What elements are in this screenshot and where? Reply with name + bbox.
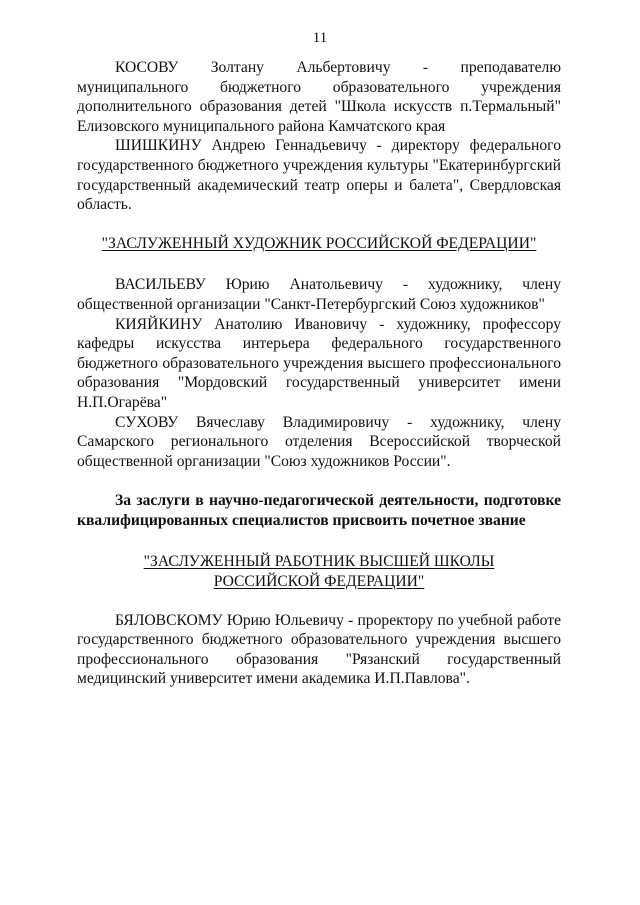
award-recipient-paragraph: КИЯЙКИНУ Анатолию Ивановичу - художнику, профессору кафедры искусства интерьера федерального государственного бюджетного образовательного учреждения высшего профессионального образования "Мордовский государственный университет имени Н.П.Огарёва": [77, 315, 561, 411]
decree-text: За заслуги в научно-педагогической деятельности, подготовке квалифицированных специалистов присвоить почетное звание: [77, 492, 561, 529]
award-recipient-paragraph: БЯЛОВСКОМУ Юрию Юльевичу - проректору по учебной работе государственного бюджетного образовательного учреждения высшего профессионального образования "Рязанский государственный медицинский университет имени академика И.П.Павлова".: [77, 611, 561, 688]
award-title-artist: "ЗАСЛУЖЕННЫЙ ХУДОЖНИК РОССИЙСКОЙ ФЕДЕРАЦИИ": [101, 234, 537, 252]
page-number: 11: [312, 30, 328, 46]
award-title-line: РОССИЙСКОЙ ФЕДЕРАЦИИ": [213, 573, 425, 591]
award-title-line: "ЗАСЛУЖЕННЫЙ РАБОТНИК ВЫСШЕЙ ШКОЛЫ: [143, 553, 495, 571]
award-title-higher-school: [77, 552, 561, 591]
document-body: [77, 58, 561, 689]
award-recipient-paragraph: СУХОВУ Вячеславу Владимировичу - художнику, члену Самарского регионального отделения Всероссийской творческой общественной организации "Союз художников России".: [77, 413, 561, 470]
award-recipient-paragraph: ШИШКИНУ Андрею Геннадьевичу - директору федерального государственного бюджетного учреждения культуры "Екатеринбургский государственный академический театр оперы и балета", Свердловская область.: [77, 137, 561, 214]
award-recipient-paragraph: КОСОВУ Золтану Альбертовичу - преподавателю муниципального бюджетного образовательного учреждения дополнительного образования детей "Школа искусств п.Термальный" Елизовского муниципального района Камчатского края: [77, 59, 561, 135]
award-recipient-paragraph: ВАСИЛЬЕВУ Юрию Анатольевичу - художнику, члену общественной организации "Санкт-Петербургский Союз художников": [77, 276, 561, 313]
